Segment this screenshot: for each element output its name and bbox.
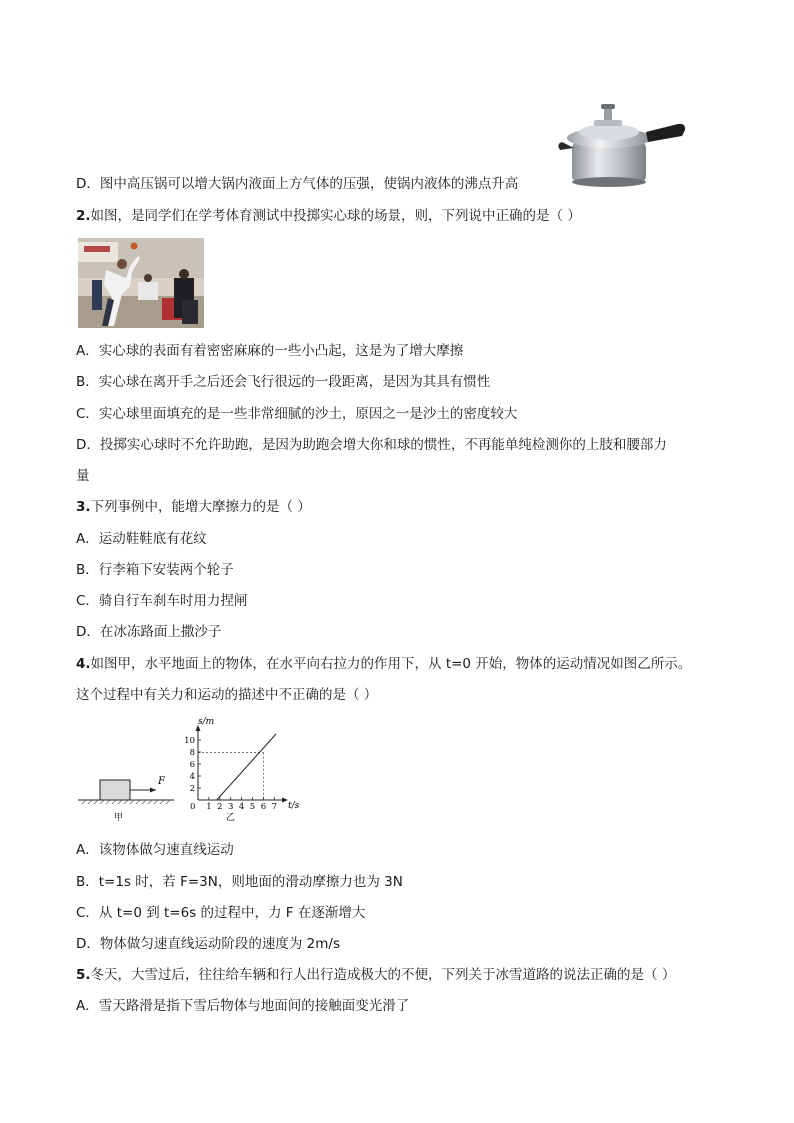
x-tick-label: 2 [217,802,223,812]
question-number: 4. [76,656,91,672]
caption-jia: 甲 [114,813,124,823]
q4-option-c: C．从 t=0 到 t=6s 的过程中，力 F 在逐渐增大 [76,905,366,921]
q3-option-c: C．骑自行车刹车时用力捏闸 [76,593,248,609]
question-stem: 如图甲，水平地面上的物体，在水平向右拉力的作用下，从 t=0 开始，物体的运动情况如图乙所示。 [90,656,692,672]
question-stem: 冬天，大雪过后，往往给车辆和行人出行造成极大的不便，下列关于冰雪道路的说法正确的是（ ） [90,967,676,983]
question-stem: 下列事例中，能增大摩擦力的是（ ） [90,499,311,515]
q3-option-b: B．行李箱下安装两个轮子 [76,562,234,578]
origin-label: 0 [190,802,196,812]
question-3 [76,497,311,517]
x-tick-label: 1 [206,802,212,812]
q4-option-d: D．物体做匀速直线运动阶段的速度为 2m/s [76,936,341,952]
y-tick-label: 2 [189,784,195,794]
question-2 [76,206,581,226]
q3-option-a: A．运动鞋鞋底有花纹 [76,531,207,547]
figure-yi [184,717,299,823]
q4-option-a: A．该物体做匀速直线运动 [76,842,234,858]
y-tick-label: 8 [189,748,195,758]
q2-option-b: B．实心球在离开手之后还会飞行很远的一段距离，是因为其具有惯性 [76,374,491,390]
q3-option-d: D．在冰冻路面上撒沙子 [76,624,222,640]
y-tick-label: 4 [189,772,195,782]
q4-option-b: B．t=1s 时，若 F=3N，则地面的滑动摩擦力也为 3N [76,874,403,890]
force-label: F [158,776,165,787]
question-number: 5. [76,967,91,983]
x-axis-label: t/s [288,801,300,811]
figure-jia [78,776,174,823]
x-tick-label: 5 [249,802,256,812]
q2-option-d: D．投掷实心球时不允许助跑，是因为助跑会增大你和球的惯性，不再能单纯检测你的上肢和腰部力 [76,437,667,453]
y-axis-label: s/m [198,717,215,727]
y-tick-label: 6 [189,760,195,770]
question-5 [76,965,675,985]
q2-option-a: A．实心球的表面有着密密麻麻的一些小凸起，这是为了增大摩擦 [76,343,464,359]
x-tick-label: 6 [260,802,267,812]
question-number: 2. [76,208,91,224]
question-4 [76,654,691,674]
q1-option-d: D．图中高压锅可以增大锅内液面上方气体的压强，使锅内液体的沸点升高 [76,176,519,192]
x-tick-label: 7 [271,802,278,812]
pressure-cooker-image [554,98,690,190]
question-number: 3. [76,499,91,515]
q5-option-a: A．雪天路滑是指下雪后物体与地面间的接触面变光滑了 [76,998,410,1014]
q4-stem-continued: 这个过程中有关力和运动的描述中不正确的是（ ） [76,687,378,703]
s-t-line [217,734,276,800]
x-tick-label: 3 [227,802,234,812]
block [100,780,130,800]
caption-yi: 乙 [226,813,236,823]
q2-option-d-continued: 量 [76,468,90,484]
x-tick-label: 4 [238,802,245,812]
shot-put-photo [78,238,204,328]
question-stem: 如图，是同学们在学考体育测试中投掷实心球的场景，则，下列说中正确的是（ ） [90,208,581,224]
q4-figure [76,712,316,824]
y-tick-label: 10 [184,736,195,746]
q2-option-c: C．实心球里面填充的是一些非常细腻的沙土，原因之一是沙土的密度较大 [76,406,518,422]
